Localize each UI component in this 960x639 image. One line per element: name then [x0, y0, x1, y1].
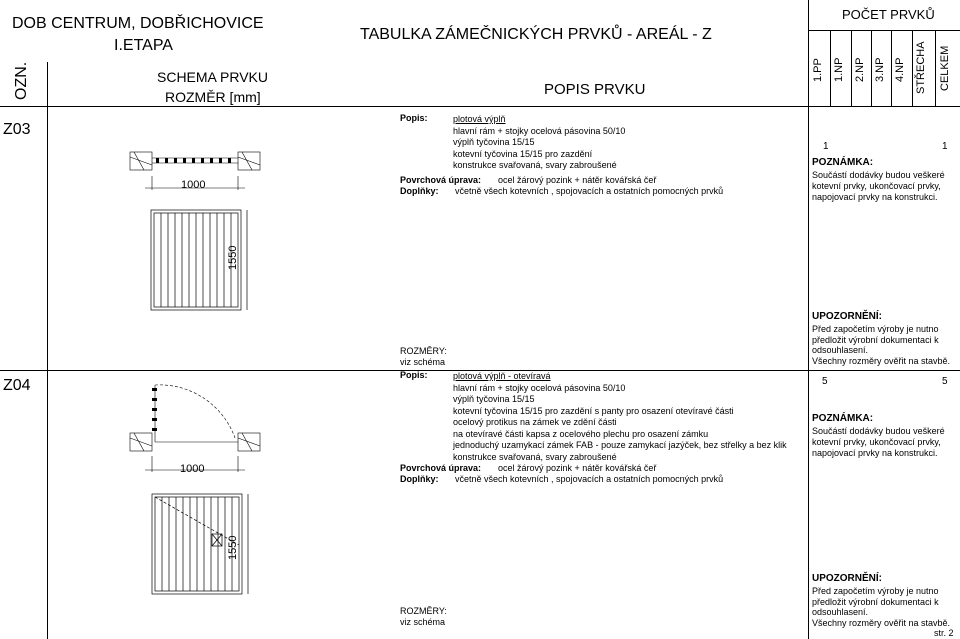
item-id-z03: Z03	[3, 121, 31, 138]
z03-upozorneni-text	[812, 324, 950, 366]
z04-upozorneni-line: Před započetím výroby je nutno	[812, 586, 939, 596]
z04-rozmery-value: viz schéma	[400, 617, 446, 627]
z03-upozorneni-line: Všechny rozměry ověřit na stavbě.	[812, 355, 951, 366]
z04-upozorneni-line: Všechny rozměry ověřit na stavbě.	[812, 617, 951, 628]
z04-popis-line: hlavní rám + stojky ocelová pásovina 50/10	[453, 382, 626, 393]
z03-poznamka-line: Součástí dodávky budou veškeré	[812, 170, 945, 180]
count-col-sep-4	[891, 30, 892, 106]
col-divider-count-lower	[808, 370, 809, 639]
z03-poznamka-text	[812, 170, 945, 203]
table-title: TABULKA ZÁMEČNICKÝCH PRVKŮ - AREÁL - Z	[360, 26, 712, 43]
count-col-2np: 2.NP	[854, 57, 866, 82]
z04-plan-drawing	[130, 380, 260, 472]
col-header-popis: POPIS PRVKU	[544, 81, 646, 98]
z04-popis-line: ocelový protikus na zámek ve zdění části	[453, 417, 617, 427]
z04-povrch-value: ocel žárový pozink + nátěr kovářská čeř	[498, 463, 657, 473]
z04-dim-height: 1550	[227, 535, 239, 560]
z03-upozorneni-line: odsouhlasení.	[812, 345, 869, 355]
z04-popis-line: výplň tyčovina 15/15	[453, 394, 535, 404]
z03-popis-line: plotová výplň	[453, 114, 506, 124]
col-header-rozmer: ROZMĚR [mm]	[165, 89, 261, 105]
z04-dim-width: 1000	[180, 463, 205, 475]
count-col-1pp: 1.PP	[812, 58, 824, 82]
project-stage: I.ETAPA	[114, 37, 173, 54]
z04-popis-line: konstrukce svařovaná, svary zabroušené	[453, 451, 617, 462]
z03-doplnky-label: Doplňky:	[400, 186, 439, 196]
z03-popis-label: Popis:	[400, 113, 428, 123]
project-name: DOB CENTRUM, DOBŘICHOVICE	[12, 15, 264, 32]
z03-popis-line: hlavní rám + stojky ocelová pásovina 50/10	[453, 125, 626, 136]
z04-count-total: 5	[942, 376, 948, 387]
z03-poznamka-line: napojovací prvky na konstrukci.	[812, 192, 938, 202]
z03-upozorneni-title: UPOZORNĚNÍ:	[812, 311, 882, 322]
page-number: str. 2	[934, 628, 954, 638]
count-col-celkem: CELKEM	[939, 45, 951, 91]
col-divider-count	[808, 0, 809, 370]
z03-doplnky-value: včetně všech kotevních , spojovacích a ostatních pomocných prvků	[455, 186, 724, 196]
z04-poznamka-line: napojovací prvky na konstrukci.	[812, 448, 938, 458]
z04-poznamka-line: Součástí dodávky budou veškeré	[812, 426, 945, 436]
count-col-strecha: STŘECHA	[915, 41, 927, 94]
z04-rozmery-label: ROZMĚRY:	[400, 606, 447, 616]
col-header-schema: SCHEMA PRVKU	[157, 69, 268, 85]
z03-poznamka-title: POZNÁMKA:	[812, 157, 874, 168]
z03-count-total: 1	[942, 141, 948, 152]
z04-upozorneni-text	[812, 586, 950, 628]
z04-doplnky-value: včetně všech kotevních , spojovacích a ostatních pomocných prvků	[455, 474, 724, 484]
z03-count-1pp: 1	[823, 141, 829, 152]
z03-dim-width: 1000	[181, 179, 206, 191]
z04-popis-line: jednoduchý uzamykací zámek FAB - pouze zamykací jazýček, bez střelky a bez klik	[453, 440, 787, 450]
z04-popis-label: Popis:	[400, 370, 428, 380]
z03-popis-line: konstrukce svařovaná, svary zabroušené	[453, 160, 617, 170]
z04-upozorneni-title: UPOZORNĚNÍ:	[812, 573, 882, 584]
z04-elevation-drawing	[140, 490, 260, 600]
z04-popis-line: na otevíravé části kapsa z ocelového plechu pro osazení zámku	[453, 428, 709, 439]
count-title: POČET PRVKŮ	[842, 7, 935, 22]
count-col-3np: 3.NP	[874, 57, 886, 82]
count-col-sep-6	[935, 30, 936, 106]
item-id-z04: Z04	[3, 377, 31, 394]
z03-dim-height: 1550	[227, 245, 239, 270]
z03-rozmery-value: viz schéma	[400, 357, 446, 367]
count-col-1np: 1.NP	[833, 57, 845, 82]
z03-popis-line: výplň tyčovina 15/15	[453, 137, 535, 147]
count-col-sep-1	[830, 30, 831, 106]
z03-upozorneni-line: předložit výrobní dokumentaci k	[812, 334, 939, 345]
z04-povrch-label: Povrchová úprava:	[400, 463, 482, 473]
z03-upozorneni-line: Před započetím výroby je nutno	[812, 324, 939, 334]
z03-poznamka-line: kotevní prvky, ukončovací prvky,	[812, 181, 941, 191]
z03-popis-text	[453, 114, 625, 172]
count-col-sep-3	[871, 30, 872, 106]
count-col-sep-2	[851, 30, 852, 106]
col-divider-ozn	[47, 62, 48, 639]
z04-upozorneni-line: odsouhlasení.	[812, 607, 869, 617]
z04-popis-line: kotevní tyčovina 15/15 pro zazdění s panty pro osazení otevíravé části	[453, 405, 734, 416]
z04-poznamka-text	[812, 426, 945, 459]
header-bottom-rule	[0, 106, 960, 107]
z04-popis-line: plotová výplň - otevíravá	[453, 371, 551, 381]
z03-popis-line: kotevní tyčovina 15/15 pro zazdění	[453, 148, 593, 159]
z04-upozorneni-line: předložit výrobní dokumentaci k	[812, 596, 939, 607]
z04-poznamka-title: POZNÁMKA:	[812, 413, 874, 424]
z04-count-1pp: 5	[822, 376, 828, 387]
col-header-oznaceni: OZN.	[13, 61, 30, 100]
z04-poznamka-line: kotevní prvky, ukončovací prvky,	[812, 437, 941, 447]
z04-popis-text	[453, 371, 787, 463]
count-col-4np: 4.NP	[894, 57, 906, 82]
z03-rozmery-label: ROZMĚRY:	[400, 346, 447, 356]
z04-doplnky-label: Doplňky:	[400, 474, 439, 484]
count-col-sep-5	[912, 30, 913, 106]
z03-povrch-label: Povrchová úprava:	[400, 175, 482, 185]
z03-povrch-value: ocel žárový pozink + nátěr kovářská čeř	[498, 175, 657, 185]
